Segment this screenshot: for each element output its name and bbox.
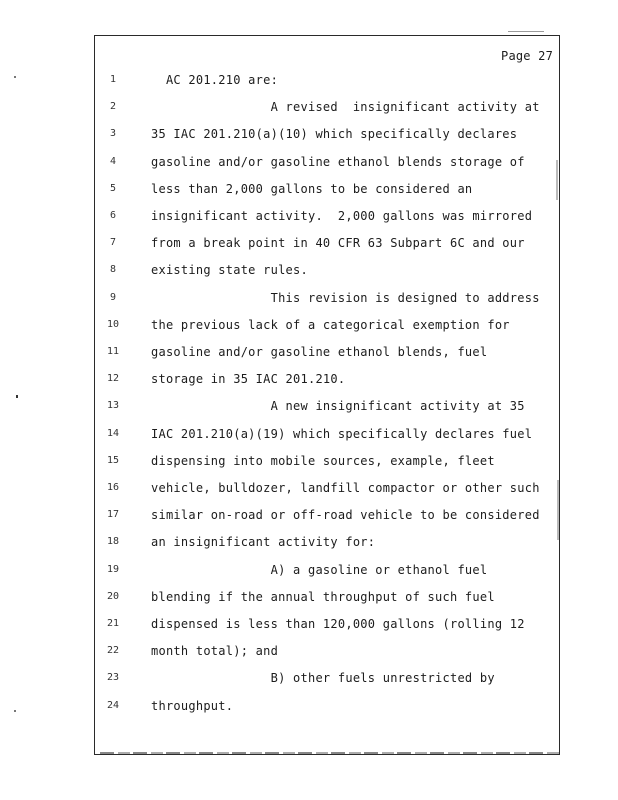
transcript-line: IAC 201.210(a)(19) which specifically declares fuel	[151, 426, 533, 441]
line-number: 24	[106, 699, 120, 711]
line-number: 21	[106, 618, 120, 629]
scan-artifact	[508, 31, 544, 32]
page-number: Page 27	[501, 49, 553, 63]
scan-speck	[14, 76, 16, 78]
line-number: 12	[106, 373, 120, 385]
transcript-line: blending if the annual throughput of such fuel	[151, 589, 495, 604]
transcript-line: month total); and	[151, 644, 279, 659]
scan-speck	[14, 710, 16, 712]
line-number: 1	[109, 74, 117, 85]
scan-margin-mark	[557, 480, 559, 540]
transcript-line: the previous lack of a categorical exemption for	[151, 317, 510, 332]
line-number: 11	[106, 346, 120, 357]
transcript-line: similar on-road or off-road vehicle to be considered	[151, 508, 540, 523]
line-number: 7	[109, 237, 117, 249]
line-number: 19	[106, 563, 120, 575]
line-number: 18	[106, 536, 120, 548]
transcript-line: A revised insignificant activity at	[151, 100, 540, 115]
transcript-line: gasoline and/or gasoline ethanol blends, fuel	[151, 345, 488, 359]
line-number: 3	[109, 128, 117, 140]
transcript-line: A new insignificant activity at 35	[151, 399, 525, 414]
line-number: 5	[109, 182, 117, 194]
transcript-line: storage in 35 IAC 201.210.	[151, 372, 346, 387]
transcript-line: 35 IAC 201.210(a)(10) which specifically declares	[151, 127, 518, 142]
transcript-line: B) other fuels unrestricted by	[151, 671, 495, 686]
line-number: 15	[106, 454, 120, 466]
transcript-line: an insignificant activity for:	[151, 535, 376, 550]
line-number: 17	[106, 509, 120, 521]
line-number: 22	[106, 645, 120, 657]
transcript-line: insignificant activity. 2,000 gallons was mirrored	[151, 209, 533, 223]
transcript-line: less than 2,000 gallons to be considered an	[151, 181, 473, 196]
line-number: 14	[106, 427, 120, 439]
scan-margin-mark	[556, 160, 558, 200]
line-number: 23	[106, 672, 120, 684]
transcript-page-frame	[94, 35, 560, 755]
line-number: 2	[109, 101, 117, 113]
line-number: 9	[109, 291, 117, 303]
line-number: 20	[106, 590, 120, 602]
line-number: 4	[109, 155, 117, 167]
scan-bottom-rule	[100, 752, 560, 754]
transcript-line: from a break point in 40 CFR 63 Subpart 6C and our	[151, 236, 525, 251]
line-number: 10	[106, 318, 120, 330]
line-number: 6	[109, 210, 117, 221]
line-number: 16	[106, 482, 120, 493]
transcript-line: This revision is designed to address	[151, 290, 540, 305]
transcript-line: dispensed is less than 120,000 gallons (rolling 12	[151, 617, 525, 631]
transcript-line: A) a gasoline or ethanol fuel	[151, 562, 488, 577]
transcript-line: AC 201.210 are:	[151, 73, 279, 87]
line-number: 13	[106, 400, 120, 412]
transcript-line: throughput.	[151, 698, 234, 713]
transcript-line: dispensing into mobile sources, example, fleet	[151, 453, 495, 468]
transcript-line: gasoline and/or gasoline ethanol blends storage of	[151, 154, 525, 169]
transcript-line: vehicle, bulldozer, landfill compactor or other such	[151, 481, 540, 495]
scan-speck	[16, 395, 18, 398]
transcript-line: existing state rules.	[151, 263, 308, 278]
line-number: 8	[109, 264, 117, 276]
